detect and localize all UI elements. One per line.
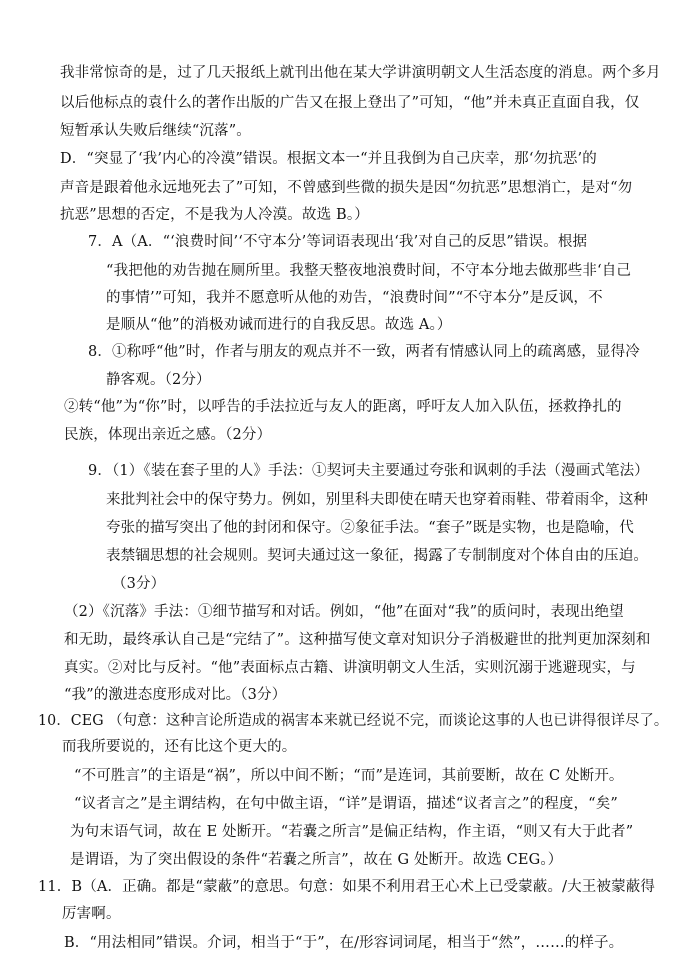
text-line: 来批判社会中的保守势力。例如，别里科夫即使在晴天也穿着雨鞋、带着雨伞，这种 bbox=[106, 492, 649, 508]
text-line: 夸张的描写突出了他的封闭和保守。②象征手法。“套子”既是实物，也是隐喻，代 bbox=[106, 520, 634, 536]
text-line: “我”的激进态度形成对比。（3分） bbox=[64, 687, 287, 703]
text-line: 是顺从“他”的消极劝诫而进行的自我反思。故选 A。） bbox=[106, 317, 452, 333]
text-line: （3分） bbox=[112, 576, 166, 592]
text-line: 以后他标点的袁什么的著作出版的广告又在报上登出了”可知，“他”并未真正直面自我，仅 bbox=[60, 95, 640, 111]
text-line: 抗恶”思想的否定，不是我为人冷漠。故选 B。） bbox=[60, 207, 369, 223]
text-line: 的事情’”可知，我并不愿意听从他的劝告，“浪费时间”“不守本分”是反讽，不 bbox=[106, 290, 603, 306]
option-d-line: D．“突显了‘我’内心的冷漠”错误。根据文本一“并且我倒为自己庆幸，那‘勿抗恶’的 bbox=[60, 151, 597, 167]
text-line: 厉害啊。 bbox=[62, 906, 121, 922]
answer-7-line: 7．A（A．“‘浪费时间’‘不守本分’等词语表现出‘我’对自己的反思”错误。根据 bbox=[88, 234, 588, 250]
answer-11-line: 11．B（A．正确。都是“蒙蔽”的意思。句意：如果不利用君王心术上已受蒙蔽。/大王被蒙蔽得 bbox=[38, 879, 656, 895]
answer-9-part2-line: （2）《沉落》手法：①细节描写和对话。例如，“他”在面对“我”的质问时，表现出绝望 bbox=[64, 604, 624, 620]
text-line: “议者言之”是主谓结构，在句中做主语，“详”是谓语，描述“议者言之”的程度，“矣” bbox=[74, 796, 618, 812]
text-line: 声音是跟着他永远地死去了”可知，不曾感到些微的损失是因“勿抗恶”思想消亡，是对“勿 bbox=[60, 180, 633, 196]
text-line: ②转“他”为“你”时，以呼告的手法拉近与友人的距离，呼吁友人加入队伍，拯救挣扎的 bbox=[64, 399, 622, 415]
text-line: 短暂承认失败后继续“沉落”。 bbox=[60, 123, 251, 139]
text-line: 真实。②对比与反衬。“他”表面标点古籍、讲演明朝文人生活，实则沉溺于逃避现实，与 bbox=[64, 660, 636, 676]
text-line: 为句末语气词，故在 E 处断开。“若嚢之所言”是偏正结构，作主语，“则又有大于此者” bbox=[70, 824, 634, 840]
option-b-line: B．“用法相同”错误。介词，相当于“于”，在/形容词词尾，相当于“然”，……的样子。 bbox=[64, 935, 624, 951]
text-line: 表禁锢思想的社会规则。契诃夫通过这一象征，揭露了专制制度对个体自由的压迫。 bbox=[106, 548, 649, 564]
answer-9-line: 9．（1）《装在套子里的人》手法：①契诃夫主要通过夸张和讽刺的手法（漫画式笔法） bbox=[88, 463, 649, 479]
text-line: 而我所要说的，还有比这个更大的。 bbox=[62, 739, 297, 755]
text-line: 是谓语，为了突出假设的条件“若嚢之所言”，故在 G 处断开。故选 CEG。） bbox=[70, 852, 563, 868]
text-line: 民族，体现出亲近之感。（2分） bbox=[64, 427, 272, 443]
text-line: 我非常惊奇的是，过了几天报纸上就刊出他在某大学讲演明朝文人生活态度的消息。两个多月 bbox=[60, 65, 661, 81]
text-line: “不可胜言”的主语是“祸”，所以中间不断；“而”是连词，其前要断，故在 C 处断开。 bbox=[74, 768, 624, 784]
text-line: “我把他的劝告抛在厕所里。我整天整夜地浪费时间，不守本分地去做那些非‘自己 bbox=[106, 263, 632, 279]
answer-8-line: 8．①称呼“他”时，作者与朋友的观点并不一致，两者有情感认同上的疏离感，显得冷 bbox=[88, 344, 640, 360]
answer-10-line: 10．CEG （句意：这种言论所造成的祸害本来就已经说不完，而谈论这事的人也已讲得很详尽了。 bbox=[38, 713, 669, 729]
text-line: 静客观。（2分） bbox=[106, 372, 211, 388]
text-line: 和无助，最终承认自己是“完结了”。这种描写使文章对知识分子消极避世的批判更加深刻和 bbox=[64, 632, 651, 648]
